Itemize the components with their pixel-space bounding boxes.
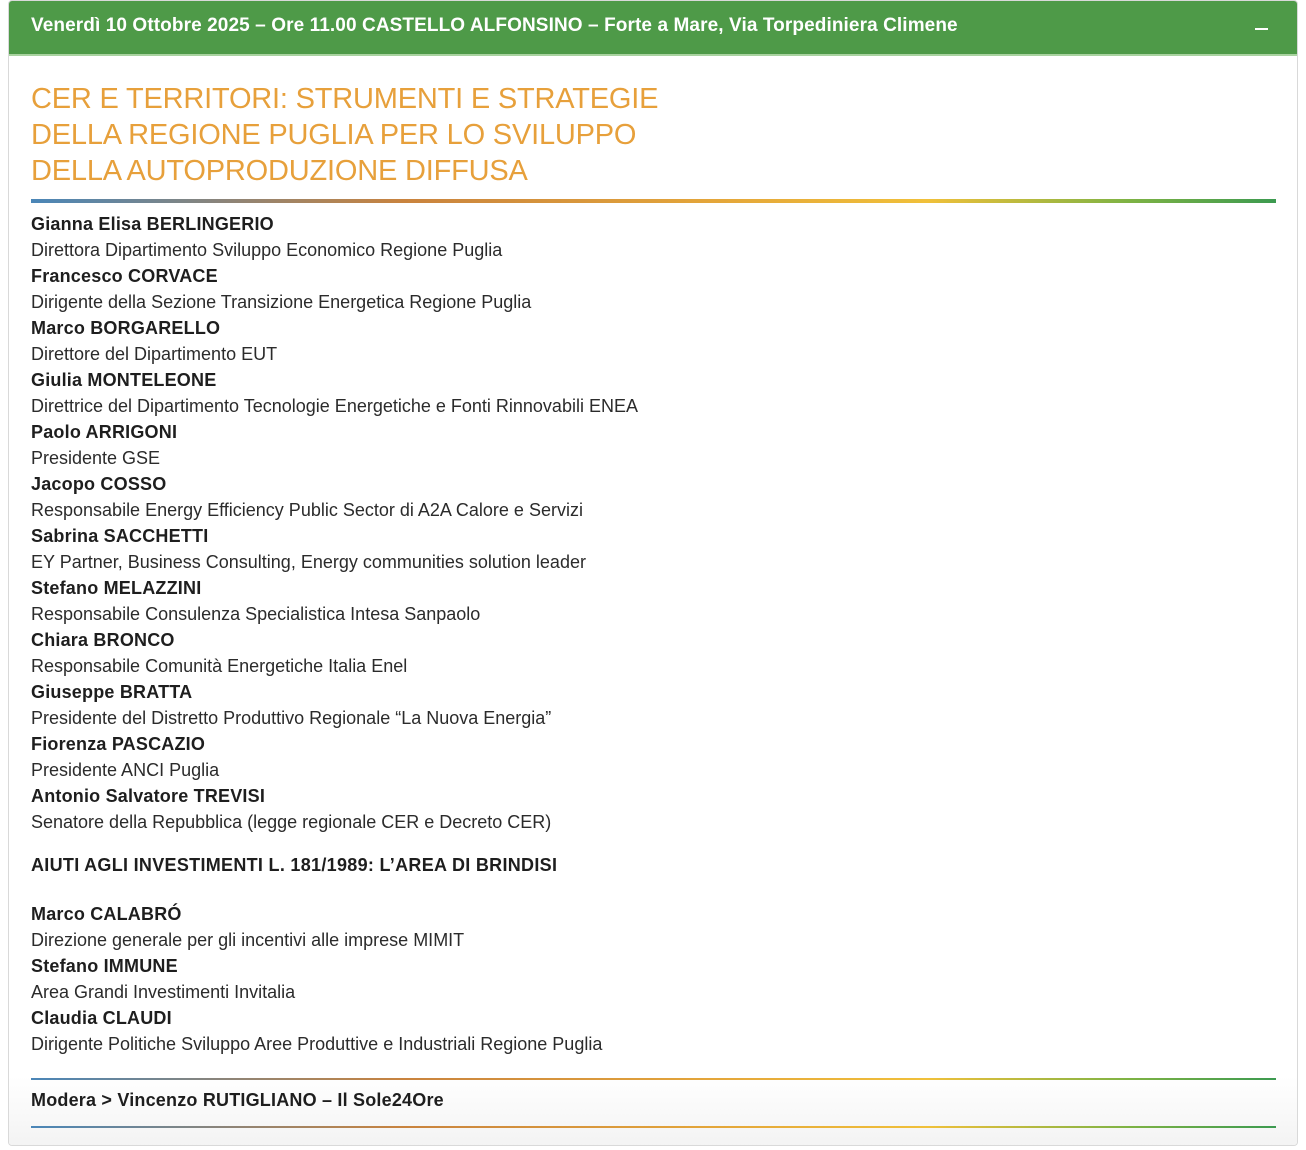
speaker-item <box>31 679 1271 731</box>
speaker-role: Dirigente Politiche Sviluppo Aree Produttive e Industriali Regione Puglia <box>31 1034 603 1054</box>
subsection-heading: AIUTI AGLI INVESTIMENTI L. 181/1989: L’AREA DI BRINDISI <box>31 855 558 875</box>
speaker-role: Dirigente della Sezione Transizione Energetica Regione Puglia <box>31 292 532 312</box>
speaker-role: Responsabile Comunità Energetiche Italia Enel <box>31 656 408 676</box>
speaker-name: Francesco CORVACE <box>31 266 218 286</box>
moderator-text: Modera > Vincenzo RUTIGLIANO – Il Sole24Ore <box>31 1090 444 1110</box>
speaker-item <box>31 367 1271 419</box>
event-session-panel <box>8 0 1298 1146</box>
speaker-role: EY Partner, Business Consulting, Energy communities solution leader <box>31 552 586 572</box>
session-title-line: DELLA REGIONE PUGLIA PER LO SVILUPPO <box>31 119 637 151</box>
session-title-line: DELLA AUTOPRODUZIONE DIFFUSA <box>31 155 528 187</box>
speaker-name: Giuseppe BRATTA <box>31 682 193 702</box>
speaker-role: Presidente GSE <box>31 448 161 468</box>
session-header-title: Venerdì 10 Ottobre 2025 – Ore 11.00 CASTELLO ALFONSINO – Forte a Mare, Via Torpediniera Climene <box>31 15 958 36</box>
speaker-item <box>31 783 1271 835</box>
speaker-role: Area Grandi Investimenti Invitalia <box>31 982 296 1002</box>
speaker-item <box>31 419 1271 471</box>
speaker-role: Presidente del Distretto Produttivo Regionale “La Nuova Energia” <box>31 708 552 728</box>
speaker-role: Senatore della Repubblica (legge regionale CER e Decreto CER) <box>31 812 552 832</box>
speaker-name: Marco BORGARELLO <box>31 318 221 338</box>
moderator-footer <box>9 1077 1297 1146</box>
speaker-item <box>31 575 1271 627</box>
speaker-name: Gianna Elisa BERLINGERIO <box>31 214 274 234</box>
speaker-role: Direttore del Dipartimento EUT <box>31 344 278 364</box>
speaker-name: Jacopo COSSO <box>31 474 167 494</box>
speaker-role: Responsabile Consulenza Specialistica Intesa Sanpaolo <box>31 604 481 624</box>
speaker-name: Stefano MELAZZINI <box>31 578 202 598</box>
footer-divider-bottom <box>31 1126 1276 1128</box>
speaker-item <box>31 471 1271 523</box>
speaker-item <box>31 627 1271 679</box>
speaker-item <box>31 901 1271 953</box>
speaker-item <box>31 1005 1271 1057</box>
session-title <box>31 81 731 189</box>
subsection-speaker-list <box>31 901 1271 1057</box>
speaker-role: Direzione generale per gli incentivi alle imprese MIMIT <box>31 930 465 950</box>
session-title-line: CER E TERRITORI: STRUMENTI E STRATEGIE <box>31 83 659 115</box>
speaker-name: Sabrina SACCHETTI <box>31 526 209 546</box>
speaker-name: Claudia CLAUDI <box>31 1008 172 1028</box>
speaker-item <box>31 211 1271 263</box>
speaker-name: Antonio Salvatore TREVISI <box>31 786 266 806</box>
speaker-role: Direttrice del Dipartimento Tecnologie Energetiche e Fonti Rinnovabili ENEA <box>31 396 638 416</box>
speaker-role: Responsabile Energy Efficiency Public Sector di A2A Calore e Servizi <box>31 500 583 520</box>
speaker-role: Direttora Dipartimento Sviluppo Economico Regione Puglia <box>31 240 503 260</box>
speaker-item <box>31 953 1271 1005</box>
speaker-item <box>31 731 1271 783</box>
speaker-name: Chiara BRONCO <box>31 630 175 650</box>
footer-divider-top <box>31 1078 1276 1080</box>
speaker-name: Giulia MONTELEONE <box>31 370 217 390</box>
session-header[interactable] <box>9 1 1297 56</box>
minus-icon[interactable] <box>1253 18 1271 36</box>
speaker-item <box>31 263 1271 315</box>
speaker-list <box>31 211 1271 835</box>
speaker-item <box>31 523 1271 575</box>
speaker-name: Stefano IMMUNE <box>31 956 178 976</box>
speaker-role: Presidente ANCI Puglia <box>31 760 220 780</box>
speaker-item <box>31 315 1271 367</box>
speaker-name: Marco CALABRÓ <box>31 904 182 924</box>
speaker-name: Fiorenza PASCAZIO <box>31 734 206 754</box>
title-divider <box>31 199 1276 203</box>
speaker-name: Paolo ARRIGONI <box>31 422 178 442</box>
